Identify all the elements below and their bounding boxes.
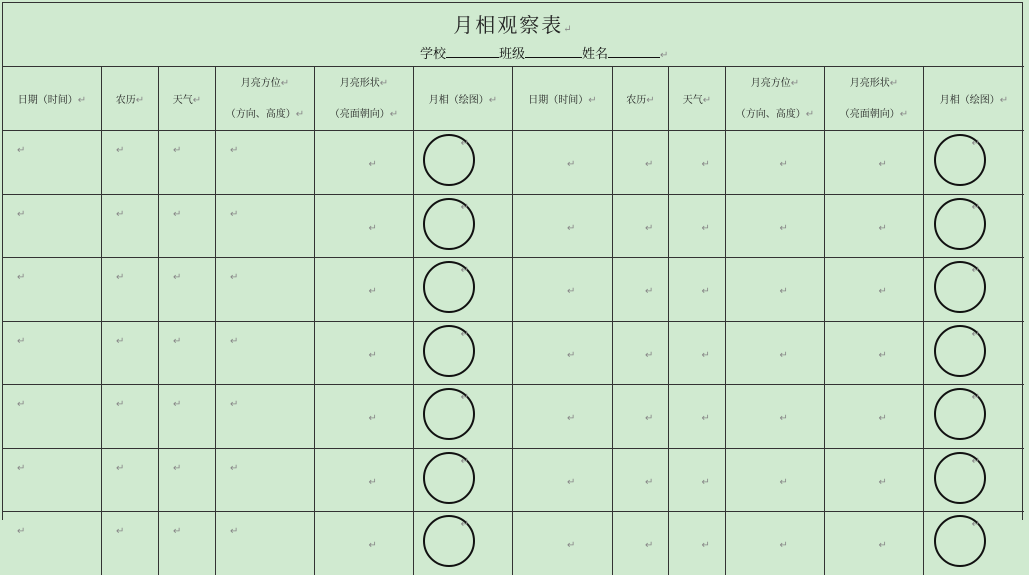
- column-header-line: 农历↵: [115, 95, 145, 106]
- paragraph-mark: ↵: [878, 222, 887, 234]
- table-cell-lunar[interactable]: [101, 130, 158, 194]
- paragraph-mark: ↵: [17, 335, 26, 347]
- paragraph-mark: ↵: [116, 145, 125, 156]
- column-header-label: [226, 68, 304, 130]
- paragraph-mark: ↵: [971, 392, 980, 403]
- table-cell-lunar2[interactable]: [612, 194, 668, 258]
- paragraph-mark: ↵: [971, 328, 980, 340]
- paragraph-mark: ↵: [173, 272, 182, 283]
- paragraph-mark: ↵: [702, 95, 712, 106]
- table-cell-shape[interactable]: [314, 130, 413, 194]
- table-cell-date[interactable]: [3, 130, 101, 194]
- table-cell-position2[interactable]: [725, 257, 824, 321]
- table-cell-phase[interactable]: [413, 130, 512, 194]
- column-header-label: [683, 91, 711, 106]
- table-cell-lunar2[interactable]: [612, 130, 668, 194]
- moon-drawing-circle[interactable]: [934, 261, 986, 313]
- column-header-line: 日期（时间）↵: [528, 95, 597, 106]
- paragraph-mark: ↵: [173, 399, 182, 410]
- table-cell-lunar2[interactable]: [612, 384, 668, 448]
- paragraph-mark: ↵: [17, 399, 26, 410]
- table-cell-weather[interactable]: [158, 384, 215, 448]
- moon-drawing-circle[interactable]: [934, 325, 986, 377]
- paragraph-mark: ↵: [17, 526, 26, 537]
- table-cell-date2[interactable]: [512, 257, 612, 321]
- table-cell-phase2[interactable]: [923, 384, 1024, 448]
- paragraph-mark: ↵: [701, 222, 710, 234]
- paragraph-mark: ↵: [701, 413, 710, 424]
- table-cell-phase[interactable]: [413, 194, 512, 258]
- paragraph-mark: ↵: [116, 526, 125, 537]
- column-header-line: （方向、高度）↵: [735, 108, 815, 120]
- moon-drawing-circle[interactable]: [423, 261, 475, 313]
- table-cell-position2[interactable]: [725, 448, 824, 512]
- paragraph-mark: ↵: [173, 526, 182, 537]
- paragraph-mark: ↵: [645, 349, 654, 361]
- paragraph-mark: ↵: [368, 286, 377, 297]
- paragraph-mark: ↵: [230, 526, 239, 537]
- paragraph-mark: ↵: [230, 145, 239, 156]
- paragraph-mark: ↵: [645, 286, 654, 297]
- paragraph-mark: ↵: [173, 462, 182, 474]
- paragraph-mark: ↵: [779, 413, 788, 424]
- table-cell-position[interactable]: [215, 384, 314, 448]
- table-cell-weather[interactable]: [158, 321, 215, 385]
- paragraph-mark: ↵: [567, 476, 576, 488]
- paragraph-mark: ↵: [116, 272, 125, 283]
- moon-drawing-circle[interactable]: [423, 134, 475, 186]
- paragraph-mark: ↵: [971, 455, 980, 467]
- table-cell-lunar[interactable]: [101, 321, 158, 385]
- table-cell-position[interactable]: [215, 448, 314, 512]
- paragraph-mark: ↵: [460, 455, 469, 467]
- table-cell-weather2[interactable]: [668, 511, 725, 575]
- paragraph-mark: ↵: [999, 95, 1009, 106]
- paragraph-mark: ↵: [971, 265, 980, 276]
- paragraph-mark: ↵: [889, 77, 899, 89]
- column-header-lunar2: [612, 66, 668, 130]
- table-cell-phase[interactable]: [413, 511, 512, 575]
- paragraph-mark: ↵: [971, 201, 980, 213]
- column-header-label: [116, 91, 144, 106]
- table-cell-date[interactable]: [3, 448, 101, 512]
- table-cell-date2[interactable]: [512, 448, 612, 512]
- table-cell-position2[interactable]: [725, 384, 824, 448]
- paragraph-mark: ↵: [368, 413, 377, 424]
- column-header-shape: [314, 66, 413, 130]
- column-header-line: （方向、高度）↵: [225, 108, 305, 120]
- paragraph-mark: ↵: [701, 159, 710, 170]
- column-header-line: 月亮形状↵: [339, 77, 389, 89]
- table-cell-position2[interactable]: [725, 511, 824, 575]
- paragraph-mark: ↵: [646, 95, 655, 106]
- paragraph-mark: ↵: [899, 108, 909, 120]
- paragraph-mark: ↵: [878, 476, 887, 488]
- moon-drawing-circle[interactable]: [934, 388, 986, 440]
- table-cell-shape2[interactable]: [824, 257, 923, 321]
- paragraph-mark: ↵: [567, 413, 576, 424]
- table-cell-weather[interactable]: [158, 448, 215, 512]
- paragraph-mark: ↵: [17, 208, 26, 220]
- paragraph-mark: ↵: [779, 476, 788, 488]
- column-header-date: [3, 66, 101, 130]
- column-header-line: 月相（绘图）↵: [428, 95, 498, 106]
- table-cell-shape[interactable]: [314, 511, 413, 575]
- table-cell-weather[interactable]: [158, 511, 215, 575]
- paragraph-mark: ↵: [368, 476, 377, 488]
- paragraph-mark: ↵: [645, 413, 654, 424]
- paragraph-mark: ↵: [645, 222, 654, 234]
- table-cell-phase[interactable]: [413, 384, 512, 448]
- observation-sheet: [2, 2, 1023, 551]
- class-label: 班级: [499, 47, 526, 62]
- table-cell-phase2[interactable]: [923, 130, 1024, 194]
- column-header-label: [940, 91, 1008, 106]
- column-header-label: [736, 68, 814, 130]
- paragraph-mark: ↵: [230, 208, 239, 220]
- column-header-label: [429, 91, 497, 106]
- student-info-line: 学校 班级 姓名 ↵: [420, 47, 669, 62]
- table-cell-shape2[interactable]: [824, 130, 923, 194]
- paragraph-mark: ↵: [805, 108, 815, 120]
- table-cell-phase2[interactable]: [923, 448, 1024, 512]
- paragraph-mark: ↵: [645, 159, 654, 170]
- paragraph-mark: ↵: [878, 349, 887, 361]
- paragraph-mark: ↵: [645, 476, 654, 488]
- paragraph-mark: ↵: [116, 462, 125, 474]
- paragraph-mark: ↵: [173, 335, 182, 347]
- paragraph-mark: ↵: [701, 476, 710, 488]
- column-header-line: 月亮方位↵: [240, 77, 290, 89]
- column-header-date2: [512, 66, 612, 130]
- column-header-label: [330, 68, 398, 130]
- table-cell-date[interactable]: [3, 511, 101, 575]
- paragraph-mark: ↵: [230, 335, 239, 347]
- column-header-shape2: [824, 66, 923, 130]
- column-header-position2: [725, 66, 824, 130]
- table-cell-date[interactable]: [3, 321, 101, 385]
- name-blank[interactable]: [608, 45, 660, 58]
- paragraph-mark: ↵: [460, 392, 469, 403]
- paragraph-mark: ↵: [173, 208, 182, 220]
- moon-drawing-circle[interactable]: [934, 134, 986, 186]
- column-header-weather2: [668, 66, 725, 130]
- moon-drawing-circle[interactable]: [934, 198, 986, 250]
- paragraph-mark: ↵: [878, 159, 887, 170]
- table-cell-lunar2[interactable]: [612, 321, 668, 385]
- sheet-header: [3, 3, 1024, 66]
- table-cell-weather2[interactable]: [668, 257, 725, 321]
- table-cell-lunar[interactable]: [101, 257, 158, 321]
- paragraph-mark: ↵: [878, 540, 887, 551]
- paragraph-mark: ↵: [368, 540, 377, 551]
- paragraph-mark: ↵: [460, 328, 469, 340]
- paragraph-mark: ↵: [116, 208, 125, 220]
- table-cell-phase2[interactable]: [923, 194, 1024, 258]
- paragraph-mark: ↵: [588, 95, 597, 106]
- table-cell-phase2[interactable]: [923, 511, 1024, 575]
- paragraph-mark: ↵: [878, 286, 887, 297]
- paragraph-mark: ↵: [17, 272, 26, 283]
- table-cell-shape2[interactable]: [824, 511, 923, 575]
- paragraph-mark: ↵: [460, 201, 469, 213]
- paragraph-mark: ↵: [280, 77, 290, 89]
- table-cell-shape[interactable]: [314, 194, 413, 258]
- paragraph-mark: ↵: [790, 77, 800, 89]
- table-cell-position[interactable]: [215, 321, 314, 385]
- paragraph-mark: ↵: [77, 95, 87, 106]
- table-cell-shape2[interactable]: [824, 384, 923, 448]
- table-cell-phase2[interactable]: [923, 321, 1024, 385]
- paragraph-mark: ↵: [779, 159, 788, 170]
- table-cell-shape2[interactable]: [824, 321, 923, 385]
- paragraph-mark: ↵: [173, 145, 182, 156]
- table-cell-weather2[interactable]: [668, 321, 725, 385]
- paragraph-mark: ↵: [230, 399, 239, 410]
- column-header-lunar: [101, 66, 158, 130]
- paragraph-mark: ↵: [368, 349, 377, 361]
- paragraph-mark: ↵: [971, 138, 980, 149]
- column-header-line: 月亮形状↵: [849, 77, 899, 89]
- column-header-phase: [413, 66, 512, 130]
- table-cell-date2[interactable]: [512, 130, 612, 194]
- table-cell-phase[interactable]: [413, 321, 512, 385]
- paragraph-mark: ↵: [460, 138, 469, 149]
- table-cell-phase2[interactable]: [923, 257, 1024, 321]
- paragraph-mark: ↵: [701, 286, 710, 297]
- table-cell-shape2[interactable]: [824, 194, 923, 258]
- paragraph-mark: ↵: [460, 265, 469, 276]
- paragraph-mark: ↵: [701, 349, 710, 361]
- paragraph-mark: ↵: [368, 222, 377, 234]
- table-cell-shape[interactable]: [314, 321, 413, 385]
- paragraph-mark: ↵: [116, 335, 125, 347]
- column-header-line: （亮面朝向）↵: [329, 108, 399, 120]
- paragraph-mark: ↵: [116, 399, 125, 410]
- school-label: 学校: [420, 47, 447, 62]
- table-cell-weather[interactable]: [158, 257, 215, 321]
- column-header-line: 天气↵: [682, 95, 712, 106]
- table-cell-position2[interactable]: [725, 130, 824, 194]
- moon-drawing-circle[interactable]: [934, 452, 986, 504]
- table-cell-lunar2[interactable]: [612, 511, 668, 575]
- table-cell-date2[interactable]: [512, 511, 612, 575]
- paragraph-mark: ↵: [135, 95, 145, 106]
- column-header-line: 月相（绘图）↵: [939, 95, 1009, 106]
- table-cell-shape[interactable]: [314, 257, 413, 321]
- column-header-line: （亮面朝向）↵: [839, 108, 909, 120]
- column-header-line: 月亮方位↵: [750, 77, 800, 89]
- table-cell-date2[interactable]: [512, 321, 612, 385]
- paragraph-mark: ↵: [17, 145, 26, 156]
- page-title: 月相观察表↵: [453, 13, 574, 37]
- class-blank[interactable]: [525, 45, 582, 58]
- table-cell-phase[interactable]: [413, 448, 512, 512]
- paragraph-mark: ↵: [192, 95, 202, 106]
- table-cell-position2[interactable]: [725, 194, 824, 258]
- column-header-position: [215, 66, 314, 130]
- moon-drawing-circle[interactable]: [423, 198, 475, 250]
- table-cell-position[interactable]: [215, 194, 314, 258]
- paragraph-mark: ↵: [379, 77, 389, 89]
- paragraph-mark: ↵: [567, 349, 576, 361]
- table-cell-lunar[interactable]: [101, 384, 158, 448]
- moon-drawing-circle[interactable]: [423, 452, 475, 504]
- paragraph-mark: ↵: [567, 222, 576, 234]
- column-header-line: 天气↵: [172, 95, 202, 106]
- table-cell-lunar2[interactable]: [612, 257, 668, 321]
- paragraph-mark: ↵: [779, 286, 788, 297]
- school-blank[interactable]: [446, 45, 499, 58]
- table-cell-position[interactable]: [215, 130, 314, 194]
- column-header-line: 农历↵: [626, 95, 655, 106]
- table-cell-lunar[interactable]: [101, 511, 158, 575]
- column-header-label: [528, 91, 596, 106]
- column-header-label: [626, 91, 654, 106]
- paragraph-mark: ↵: [389, 108, 399, 120]
- table-cell-lunar[interactable]: [101, 194, 158, 258]
- paragraph-mark: ↵: [567, 286, 576, 297]
- table-cell-weather2[interactable]: [668, 130, 725, 194]
- table-cell-weather2[interactable]: [668, 448, 725, 512]
- moon-drawing-circle[interactable]: [423, 515, 475, 567]
- column-header-label: [840, 68, 908, 130]
- paragraph-mark: ↵: [779, 222, 788, 234]
- table-cell-phase[interactable]: [413, 257, 512, 321]
- table-cell-position[interactable]: [215, 511, 314, 575]
- paragraph-mark: ↵: [488, 95, 498, 106]
- table-cell-weather[interactable]: [158, 130, 215, 194]
- column-header-weather: [158, 66, 215, 130]
- column-header-label: [18, 91, 86, 106]
- paragraph-mark: ↵: [368, 159, 377, 170]
- column-header-phase2: [923, 66, 1024, 130]
- table-cell-shape[interactable]: [314, 448, 413, 512]
- table-cell-date[interactable]: [3, 384, 101, 448]
- column-header-label: [173, 91, 201, 106]
- paragraph-mark: ↵: [645, 540, 654, 551]
- table-cell-weather2[interactable]: [668, 384, 725, 448]
- table-cell-lunar2[interactable]: [612, 448, 668, 512]
- paragraph-mark: ↵: [567, 540, 576, 551]
- table-cell-weather[interactable]: [158, 194, 215, 258]
- paragraph-mark: ↵: [567, 159, 576, 170]
- table-cell-position[interactable]: [215, 257, 314, 321]
- table-cell-date2[interactable]: [512, 194, 612, 258]
- paragraph-mark: ↵: [779, 540, 788, 551]
- table-cell-date[interactable]: [3, 257, 101, 321]
- paragraph-mark: ↵: [230, 462, 239, 474]
- table-cell-date[interactable]: [3, 194, 101, 258]
- paragraph-mark: ↵: [971, 519, 980, 530]
- paragraph-mark: ↵: [878, 413, 887, 424]
- table-cell-lunar[interactable]: [101, 448, 158, 512]
- moon-drawing-circle[interactable]: [934, 515, 986, 567]
- paragraph-mark: ↵: [701, 540, 710, 551]
- table-cell-position2[interactable]: [725, 321, 824, 385]
- paragraph-mark: ↵: [460, 519, 469, 530]
- column-header-line: 日期（时间）↵: [17, 95, 87, 106]
- table-cell-shape2[interactable]: [824, 448, 923, 512]
- moon-drawing-circle[interactable]: [423, 388, 475, 440]
- paragraph-mark: ↵: [295, 108, 305, 120]
- moon-drawing-circle[interactable]: [423, 325, 475, 377]
- table-cell-shape[interactable]: [314, 384, 413, 448]
- paragraph-mark: ↵: [17, 462, 26, 474]
- paragraph-mark: ↵: [230, 272, 239, 283]
- name-label: 姓名: [582, 47, 609, 62]
- table-cell-date2[interactable]: [512, 384, 612, 448]
- table-cell-weather2[interactable]: [668, 194, 725, 258]
- paragraph-mark: ↵: [779, 349, 788, 361]
